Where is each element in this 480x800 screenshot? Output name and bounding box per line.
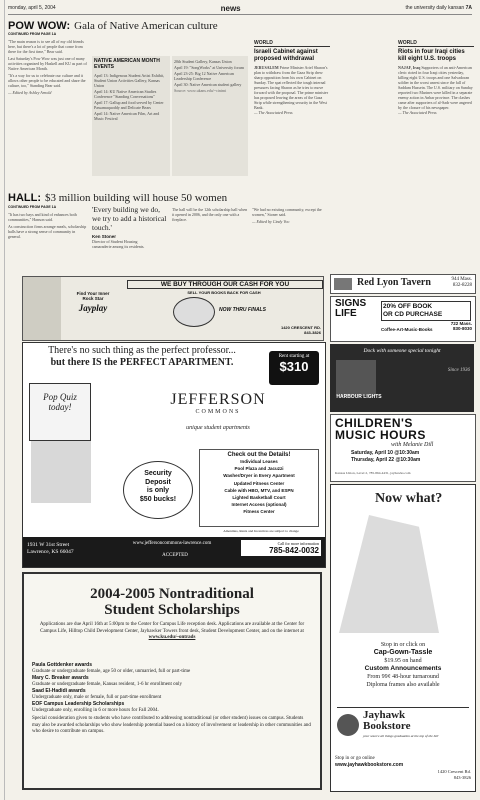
redlyon-name: Red Lyon Tavern [357, 277, 431, 288]
world1-dateline: JERUSALEM [254, 65, 279, 70]
deposit-line3: is only [146, 487, 170, 494]
header-date: monday, april 5, 2004 [8, 5, 56, 11]
jefferson-head [27, 345, 257, 369]
childrens-dates [351, 450, 471, 464]
professor-cartoon [31, 441, 91, 503]
bookstore-slogan: your source all things graduation at the top of the hill [363, 734, 439, 738]
deposit-line1: Security [144, 470, 172, 477]
jefferson-call: Call for more information [277, 541, 319, 546]
signs-deal1: 20% OFF BOOK [383, 303, 433, 310]
rent-label: Rent starting at [278, 354, 310, 359]
bookstore-addr: 1420 Crescent Rd. [437, 769, 471, 774]
page-header [8, 2, 472, 15]
bookstore-cap: Cap-Gown-Tassle [373, 649, 433, 656]
signs-name1: SIGNS [335, 298, 367, 309]
bookstore-logo-block [337, 707, 469, 748]
details-box [199, 449, 319, 527]
jefferson-head2: but there IS the PERFECT APARTMENT. [50, 357, 234, 368]
signs-phone: 830-8030 [452, 326, 472, 331]
detail-item: Cable with HBO, MTV, and ESPN [224, 487, 294, 493]
signs-deal2: OR CD PURCHASE [383, 311, 443, 318]
scholarship-title2: Student Scholarships [104, 602, 240, 618]
award-desc: Graduate or undergraduate female, age 50 or older, unmarried, full or part-time [32, 668, 191, 674]
signs-of-life-ad [330, 296, 476, 342]
rockstar-line2: Rock Star [82, 296, 104, 301]
section-name: news [220, 3, 241, 13]
bookstore-from: From 99¢ 48-hour turnaround [367, 674, 439, 680]
jayhawk-logo [173, 297, 215, 327]
detail-item: Individual Leases [240, 459, 278, 464]
sellback-sub: SELL YOUR BOOKS BACK FOR CASH [187, 290, 261, 295]
scholarship-awards [32, 662, 312, 736]
pop-quiz-board [29, 383, 91, 441]
jefferson-commons: COMMONS [195, 409, 241, 415]
pull-quote-text: 'Every building we do, we try to add a historical touch.' [92, 205, 167, 232]
bookstore-stop2: Stop in or go online [335, 756, 375, 761]
jefferson-phone: 785-842-0032 [269, 546, 319, 555]
page-gutter [4, 0, 5, 800]
signs-name2: LIFE [335, 308, 357, 319]
bookstore-contact [411, 769, 471, 781]
hall-para1: "It has two bays and kind of enhances both communities," Hanson said. [8, 212, 77, 222]
event-item: April 30: Native American student gallery [174, 82, 242, 87]
events-box-left [92, 56, 170, 176]
details-title: Check out the Details! [227, 452, 291, 458]
detail-item: Internet Access (optional) [231, 502, 287, 508]
detail-item: Fitness Center [243, 509, 275, 515]
scholarship-title [24, 586, 320, 618]
bookstore-grad-ad [330, 484, 476, 792]
events-source: Source: www.ukans.edu/~cinimi [174, 88, 227, 93]
graduate-illustration [339, 515, 439, 633]
signs-logo [335, 299, 366, 319]
jefferson-head1: There's no such thing as the perfect professor... [48, 345, 236, 356]
redlyon-addr: 944 Mass. [451, 277, 472, 282]
deposit-line4: $50 bucks! [139, 495, 177, 503]
sellback-phone: 843-3826 [304, 330, 321, 335]
harbour-lights-ad [330, 344, 474, 412]
bookstore-brand2: Bookstore [363, 720, 411, 732]
rent-badge [269, 351, 319, 385]
deposit-line2: Deposit [145, 478, 171, 486]
world2-dateline: NAJAF, Iraq [398, 65, 421, 70]
rent-price: $310 [279, 359, 309, 374]
event-item: April 17: Gallup and food served by Center Passamaquoddy and Delicate Bears [94, 100, 164, 110]
hall-para2: As construction firms arrange meals, scholarship halls have a strong sense of community in general. [8, 224, 87, 239]
award-name: Mary C. Breaker awards [32, 675, 89, 681]
redlyon-phone: 832-8228 [452, 283, 472, 288]
event-item: April 14: Native American Film, Art and Music Festival [94, 111, 160, 121]
pull-quote-title: Director of Student Housing [92, 239, 138, 244]
detail-item: Pool Plaza and Jacuzzi [234, 466, 284, 472]
childrens-music-ad [330, 414, 476, 482]
jefferson-addr2: Lawrence, KS 66047 [27, 549, 74, 555]
world1-body: Prime Minister Ariel Sharon's plan to withdraw from the Gaza Strip drew sharp opposition from his own Cabinet on Sunday. The spat reflected the tough internal pressures facing Sharon as he tries to move forward with the proposal. The prime minister has proposed leaving the areas of the Gaza Strip while strengthening security in the West Bank. [254, 65, 329, 110]
hall-label: HALL: [8, 192, 41, 204]
jefferson-name: JEFFERSON [170, 391, 266, 408]
scholarship-ad [22, 572, 322, 790]
powwow-headline: Gala of Native American culture [74, 20, 218, 32]
world1-headline: Israeli Cabinet against proposed withdrawal [254, 49, 318, 62]
hall-pull-quote [92, 205, 170, 275]
jefferson-web[interactable]: www.jeffersoncommons-lawrence.com [132, 541, 212, 546]
redlyon-logo [334, 278, 352, 290]
event-item: April 23-25: Big 12 Native American Leadership Conference [174, 71, 234, 81]
jefferson-address [27, 542, 74, 556]
event-item: 20th Student Gallery, Kansas Union [174, 59, 232, 64]
bookstore-custom: Custom Announcements [364, 665, 442, 672]
jefferson-disclaimer: Amenities, Rents and Incentives are subject to change [223, 529, 299, 533]
hall-edited: — Edited by Cindy Voo [252, 219, 290, 224]
harbour-since: Since 1936 [447, 368, 470, 373]
bookstore-price: $19.95 on hand [384, 658, 422, 664]
world2-body-wrap [398, 65, 474, 265]
powwow-continued: CONTINUED FROM PAGE 1A [8, 32, 57, 36]
event-item: April 14: KU Native American Studies Conference "Standing Conversations" [94, 89, 157, 99]
world2-headline: Riots in four Iraqi cities kill eight U.S. troops [398, 49, 465, 62]
rockstar-promo [63, 291, 123, 313]
detail-item: Updated Fitness Center [233, 480, 285, 486]
scholarship-closing: Special consideration given to students who have contributed to addressing nontraditional (or other student) issues on campus. Students may also be awarded scholarships who show leadership potential based on a history of involvement or leadership in other communities and who desire to contribute on campus. [32, 716, 311, 734]
childrens-with: with Melanie Dill [391, 442, 434, 448]
hall-para5: "We had no existing community, except the women," Stoner said. [252, 207, 322, 217]
award-name: EOF Campus Leadership Scholarships [32, 701, 125, 707]
security-deposit-badge [123, 461, 193, 519]
powwow-para3: "It's a way for us to celebrate our culture and it allows other people to be educated and share the culture, too," Standing Bear said. [8, 73, 86, 88]
world-story-iraq [398, 40, 474, 270]
childrens-title [335, 417, 426, 441]
sellback-contact [253, 325, 321, 335]
world2-credit: — The Associated Press [398, 110, 437, 115]
pull-quote-name: Ken Stoner [92, 234, 117, 239]
sellback-banner: WE BUY THROUGH OUR CASH FOR YOU [127, 280, 323, 289]
hall-col-3 [172, 205, 248, 275]
world2-body: Supporters of an anti-American cleric rioted in four Iraqi cities yesterday, killing eight U.S. troops and one Salvadoran soldier in the worst unrest since the fall of Saddam Hussein. The U.S. military on Sunday reported two Marines were killed in a separate enemy action in Anbar province. The clashes came after supporters of al-Sadr were angered by the closure of his newspaper. [398, 65, 473, 110]
bookstore-offer [331, 641, 475, 689]
world1-body-wrap [254, 65, 330, 190]
award-name: Saad El-Hadidi awards [32, 688, 86, 694]
paper-name: the university daily kansan [405, 5, 465, 11]
hall-para3: camaraderie among its residents. [92, 244, 145, 249]
detail-item: Washer/Dryer in Every Apartment [223, 473, 295, 479]
harbour-tagline: Dock with someone special tonight [363, 348, 441, 354]
bookstore-stop: Stop in or click on [380, 642, 426, 648]
award-desc: Undergraduate only, male or female, full or part-time enrollment [32, 694, 162, 700]
event-item: April 13: Indigenous Student Artist Exhibit, Student Union Activities Gallery, Kansas Union [94, 73, 165, 88]
rockstar-line1: Find Your Inner [76, 291, 110, 296]
detail-item: Lighted Basketball Court [232, 495, 286, 501]
world1-continued-column [334, 40, 394, 270]
bookstore-diploma: Diploma frames also available [366, 682, 440, 688]
jefferson-accepted: ACCEPTED [162, 553, 188, 558]
jefferson-logo [143, 391, 293, 421]
bookstore-phone: 843-3826 [453, 775, 471, 780]
bookstore-brand1: Jayhawk [363, 709, 406, 721]
details-list [200, 458, 318, 516]
hall-continued: CONTINUED FROM PAGE 1A [8, 205, 57, 209]
bookstore-online [335, 755, 425, 769]
quiz-line2: today! [48, 402, 72, 412]
world-tag: WORLD [398, 40, 474, 47]
powwow-para2: Last Saturday's Pow Wow was just one of many activities organized by Haskell and KU as part of Native American Month. [8, 56, 87, 71]
harbour-name: HARBOUR LIGHTS [336, 394, 382, 400]
event-item: April 19: "SongWorks" at University forum [174, 65, 244, 70]
sellback-address: 1420 CRESCENT RD. [280, 325, 321, 330]
events-box-right [172, 56, 248, 176]
scholarship-url[interactable]: www.ku.edu/~ontrads [148, 635, 196, 640]
bookstore-web[interactable]: www.jayhawkbookstore.com [335, 762, 404, 768]
signs-addr: 722 Mass. [450, 321, 472, 326]
events-title: NATIVE AMERICAN MONTH EVENTS [94, 58, 160, 70]
hall-headline: $3 million building will house 50 women [45, 192, 228, 204]
world-tag: WORLD [254, 40, 330, 47]
jefferson-footer [23, 537, 325, 567]
events-list-left [92, 72, 170, 122]
signs-contact [451, 321, 472, 331]
jefferson-phone-box [241, 540, 321, 556]
childrens-store: Kansas Union, Level 2, 785-864-4431, jayhawks.com [335, 471, 411, 475]
scholarship-intro-wrap [32, 622, 312, 642]
hall-col-1 [8, 205, 88, 275]
childrens-title2: MUSIC HOURS [335, 428, 426, 442]
now-thru-finals: NOW THRU FINALS [219, 307, 266, 313]
childrens-title1: CHILDREN'S [335, 416, 413, 430]
redlyon-ad [330, 274, 476, 294]
now-what-headline: Now what? [375, 491, 443, 506]
signs-tag: Coffee-Art-Music-Books [381, 327, 433, 332]
powwow-para1: "The main reason is to see all of my old friends here, but there's a lot of people that come from there for the first time," Bear said. [8, 39, 84, 54]
jefferson-addr1: 1931 W 31st Street [27, 542, 70, 548]
cartoon-figure [23, 277, 61, 340]
signs-deal [381, 301, 471, 321]
sellback-ad [22, 276, 324, 341]
world1-credit: — The Associated Press [254, 110, 293, 115]
powwow-headline-row [8, 16, 308, 30]
page-number: 7A [465, 5, 472, 11]
redlyon-contact [451, 277, 472, 289]
hall-para4: The hall will be the 12th scholarship hall when it opened in 2006, and the only one with a fireplace. [172, 207, 248, 222]
scholarship-title1: 2004-2005 Nontraditional [90, 586, 254, 602]
quiz-line1: Pop Quiz [43, 392, 77, 402]
award-name: Paula Gottdenker awards [32, 662, 93, 668]
jefferson-commons-ad [22, 342, 326, 568]
jayhawk-logo-icon [337, 714, 359, 736]
powwow-body [8, 32, 88, 182]
childrens-date1: Saturday, April 10 @10:30am [351, 450, 420, 456]
jefferson-tagline: unique student apartments [186, 425, 250, 431]
hall-col-4 [252, 205, 322, 275]
award-desc: Undergraduate only, enrolling in 6 or more hours for Fall 2004. [32, 707, 159, 713]
childrens-date2: Thursday, April 22 @10:30am [351, 457, 421, 463]
world-story-israel [254, 40, 330, 200]
award-desc: Graduate or undergraduate female, Kansas resident, 1-6 hr enrollment only [32, 681, 182, 687]
jayplay-brand: Jayplay [78, 303, 108, 313]
powwow-edited: — Edited by Ashley Arnold [8, 90, 52, 95]
scholarship-intro: Applications are due April 16th at 5:00pm to the Center for Campus Life reception desk. Applications are available at the Center for Campus Life, Hilltop Child Development Center, Jayhawker Towers front desk, Student Development Center, and on the internet at [39, 622, 305, 634]
harbour-photo [336, 360, 376, 396]
powwow-label: POW WOW: [8, 20, 71, 32]
bookstore-brand [363, 710, 410, 732]
